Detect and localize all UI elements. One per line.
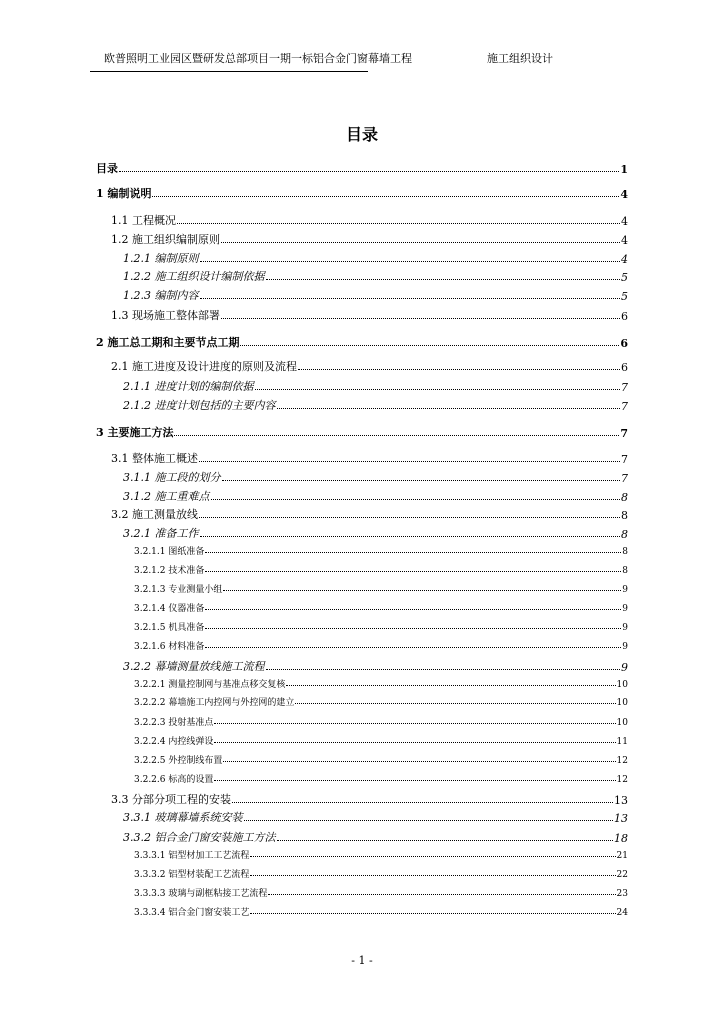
toc-entry-title: 3.2.1.6 材料准备: [134, 642, 205, 652]
toc-entry[interactable]: [134, 848, 628, 861]
toc-leader-dots: [221, 242, 620, 243]
toc-entry-page: 6: [621, 310, 628, 323]
toc-entry-page: 9: [622, 623, 628, 633]
toc-entry-title: 3.2.2.3 投射基准点: [134, 718, 214, 728]
toc-entry-page: 18: [614, 832, 628, 845]
toc-entry-title: 3.2.2 幕墙测量放线施工流程: [123, 660, 265, 673]
toc-entry-title: 3.2.2.6 标高的设置: [134, 775, 214, 785]
toc-leader-dots: [223, 761, 615, 762]
toc-entry[interactable]: [96, 424, 628, 440]
toc-entry-page: 24: [616, 908, 628, 918]
toc-leader-dots: [174, 435, 619, 436]
toc-entry-title: 3.2.2.5 外控制线布置: [134, 756, 223, 766]
toc-leader-dots: [298, 369, 620, 370]
toc-entry-page: 23: [616, 889, 628, 899]
toc-entry-title: 1.2 施工组织编制原则: [111, 233, 220, 246]
toc-entry[interactable]: [134, 544, 628, 557]
toc-entry-page: 8: [621, 509, 628, 522]
toc-entry-page: 7: [620, 427, 628, 440]
toc-entry-title: 3.3.1 玻璃幕墙系统安装: [123, 811, 243, 824]
toc-entry-page: 10: [616, 680, 628, 690]
toc-entry[interactable]: [134, 695, 628, 708]
toc-entry-page: 13: [614, 794, 628, 807]
toc-entry-page: 12: [616, 775, 628, 785]
toc-leader-dots: [205, 628, 621, 629]
header-document-type: 施工组织设计: [487, 52, 553, 65]
toc-entry[interactable]: [134, 563, 628, 576]
toc-leader-dots: [152, 196, 619, 197]
toc-entry-page: 6: [620, 337, 628, 350]
toc-leader-dots: [232, 802, 613, 803]
toc-leader-dots: [250, 913, 615, 914]
toc-entry-page: 8: [622, 547, 628, 557]
toc-leader-dots: [244, 820, 614, 821]
toc-entry[interactable]: [134, 905, 628, 918]
toc-entry-page: 13: [614, 812, 628, 825]
toc-entry[interactable]: [111, 450, 628, 466]
toc-entry-page: 7: [621, 472, 628, 485]
toc-entry[interactable]: [111, 212, 628, 228]
toc-leader-dots: [255, 389, 621, 390]
toc-entry-title: 3.2.2.4 内控线弹设: [134, 737, 214, 747]
toc-leader-dots: [199, 461, 620, 462]
toc-entry[interactable]: [111, 791, 628, 807]
toc-entry-page: 5: [621, 290, 628, 303]
toc-entry-title: 3.1.2 施工重难点: [123, 490, 210, 503]
toc-entry-page: 9: [622, 585, 628, 595]
toc-entry-title: 3.2.1 准备工作: [123, 527, 199, 540]
toc-entry-title: 2.1 施工进度及设计进度的原则及流程: [111, 360, 297, 373]
toc-entry-title: 3.3.3.4 铝合金门窗安装工艺: [134, 908, 250, 918]
toc-entry-page: 11: [616, 737, 628, 747]
toc-leader-dots: [266, 279, 621, 280]
toc-entry[interactable]: [123, 469, 628, 485]
toc-entry[interactable]: [111, 358, 628, 374]
toc-entry-page: 4: [621, 253, 628, 266]
toc-entry[interactable]: [123, 397, 628, 413]
toc-entry[interactable]: [134, 715, 628, 728]
toc-entry[interactable]: [111, 231, 628, 247]
toc-entry[interactable]: [123, 525, 628, 541]
toc-entry-page: 5: [621, 271, 628, 284]
toc-entry-title: 2.1.1 进度计划的编制依据: [123, 380, 254, 393]
toc-entry-title: 3.2.1.3 专业测量小组: [134, 585, 223, 595]
toc-entry-title: 3.3.3.1 铝型材加工工艺流程: [134, 851, 250, 861]
toc-entry-page: 6: [621, 361, 628, 374]
toc-entry[interactable]: [96, 334, 628, 350]
toc-leader-dots: [211, 499, 621, 500]
toc-entry[interactable]: [123, 488, 628, 504]
toc-entry-title: 1.2.1 编制原则: [123, 252, 199, 265]
toc-leader-dots: [268, 894, 615, 895]
toc-entry-title: 3.2.2.1 测量控制网与基准点移交复核: [134, 680, 286, 690]
toc-leader-dots: [199, 517, 620, 518]
toc-entry-page: 8: [622, 566, 628, 576]
toc-entry-page: 7: [621, 400, 628, 413]
toc-entry-page: 9: [622, 642, 628, 652]
page-header: [0, 50, 724, 70]
toc-entry-page: 7: [621, 453, 628, 466]
toc-entry[interactable]: [123, 287, 628, 303]
toc-leader-dots: [200, 298, 621, 299]
toc-leader-dots: [250, 856, 615, 857]
toc-entry[interactable]: [134, 620, 628, 633]
toc-title: 目录: [345, 125, 378, 144]
toc-leader-dots: [266, 669, 621, 670]
toc-leader-dots: [221, 318, 620, 319]
toc-entry-title: 目录: [96, 162, 118, 175]
toc-entry[interactable]: [123, 250, 628, 266]
page-number: - 1 -: [351, 954, 373, 967]
toc-entry[interactable]: [134, 601, 628, 614]
toc-leader-dots: [222, 480, 621, 481]
toc-leader-dots: [119, 171, 619, 172]
toc-entry[interactable]: [123, 268, 628, 284]
toc-entry-page: 8: [621, 528, 628, 541]
toc-entry-title: 3.2.1.4 仪器准备: [134, 604, 205, 614]
toc-leader-dots: [286, 685, 615, 686]
toc-entry[interactable]: [134, 677, 628, 690]
toc-leader-dots: [295, 703, 615, 704]
toc-entry-title: 3.3.3.2 铝型材装配工艺流程: [134, 870, 250, 880]
toc-leader-dots: [223, 590, 621, 591]
toc-entry-page: 4: [621, 215, 628, 228]
toc-entry[interactable]: [111, 307, 628, 323]
toc-entry[interactable]: [123, 378, 628, 394]
toc-entry-title: 3.2.1.5 机具准备: [134, 623, 205, 633]
toc-entry-title: 1.3 现场施工整体部署: [111, 309, 220, 322]
toc-entry-page: 22: [616, 870, 628, 880]
toc-entry-title: 1.2.2 施工组织设计编制依据: [123, 270, 265, 283]
toc-entry-title: 3.2.1.2 技术准备: [134, 566, 205, 576]
toc-entry-title: 1 编制说明: [96, 187, 152, 200]
toc-entry-page: 7: [621, 381, 628, 394]
toc-entry-page: 12: [616, 756, 628, 766]
toc-entry[interactable]: [134, 886, 628, 899]
toc-entry-title: 3.3.2 铝合金门窗安装施工方法: [123, 831, 276, 844]
toc-entry[interactable]: [111, 506, 628, 522]
toc-entry[interactable]: [134, 734, 628, 747]
toc-leader-dots: [214, 723, 615, 724]
toc-entry-title: 3 主要施工方法: [96, 426, 174, 439]
toc-entry-page: 8: [621, 491, 628, 504]
toc-entry-title: 3.1.1 施工段的划分: [123, 471, 221, 484]
toc-entry[interactable]: [96, 185, 628, 201]
toc-entry-page: 10: [616, 698, 628, 708]
toc-leader-dots: [250, 875, 615, 876]
toc-entry-title: 3.2 施工测量放线: [111, 508, 198, 521]
toc-entry-title: 3.3.3.3 玻璃与副框粘接工艺流程: [134, 889, 268, 899]
toc-entry-page: 10: [616, 718, 628, 728]
toc-entry[interactable]: [123, 658, 628, 674]
toc-entry-title: 1.2.3 编制内容: [123, 289, 199, 302]
toc-leader-dots: [240, 345, 619, 346]
toc-entry[interactable]: [123, 829, 628, 845]
toc-leader-dots: [205, 647, 621, 648]
toc-entry-title: 3.2.2.2 幕墙施工内控网与外控网的建立: [134, 698, 295, 708]
toc-entry[interactable]: [134, 753, 628, 766]
toc-leader-dots: [277, 840, 614, 841]
toc-entry[interactable]: [134, 772, 628, 785]
toc-leader-dots: [205, 552, 621, 553]
toc-entry-title: 2 施工总工期和主要节点工期: [96, 336, 240, 349]
toc-entry[interactable]: [134, 582, 628, 595]
toc-entry-page: 1: [620, 163, 628, 176]
toc-leader-dots: [205, 609, 621, 610]
toc-leader-dots: [200, 261, 621, 262]
toc-entry-title: 3.2.1.1 图纸准备: [134, 547, 205, 557]
toc-leader-dots: [214, 742, 615, 743]
toc-entry[interactable]: [96, 160, 628, 176]
header-rule: [90, 71, 368, 72]
toc-entry-page: 21: [616, 851, 628, 861]
toc-entry-title: 3.1 整体施工概述: [111, 452, 198, 465]
toc-entry[interactable]: [134, 867, 628, 880]
toc-entry-page: 4: [621, 234, 628, 247]
toc-entry-page: 9: [621, 661, 628, 674]
toc-entry-title: 3.3 分部分项工程的安装: [111, 793, 231, 806]
toc-leader-dots: [177, 223, 620, 224]
toc-entry[interactable]: [123, 809, 628, 825]
toc-leader-dots: [214, 780, 615, 781]
toc-leader-dots: [200, 536, 621, 537]
header-project-title: 欧普照明工业园区暨研发总部项目一期一标铝合金门窗幕墙工程: [104, 52, 412, 65]
toc-leader-dots: [205, 571, 621, 572]
toc-entry[interactable]: [134, 639, 628, 652]
toc-leader-dots: [277, 408, 621, 409]
toc-entry-title: 2.1.2 进度计划包括的主要内容: [123, 399, 276, 412]
toc-entry-page: 9: [622, 604, 628, 614]
toc-entry-page: 4: [620, 188, 628, 201]
toc-entry-title: 1.1 工程概况: [111, 214, 176, 227]
